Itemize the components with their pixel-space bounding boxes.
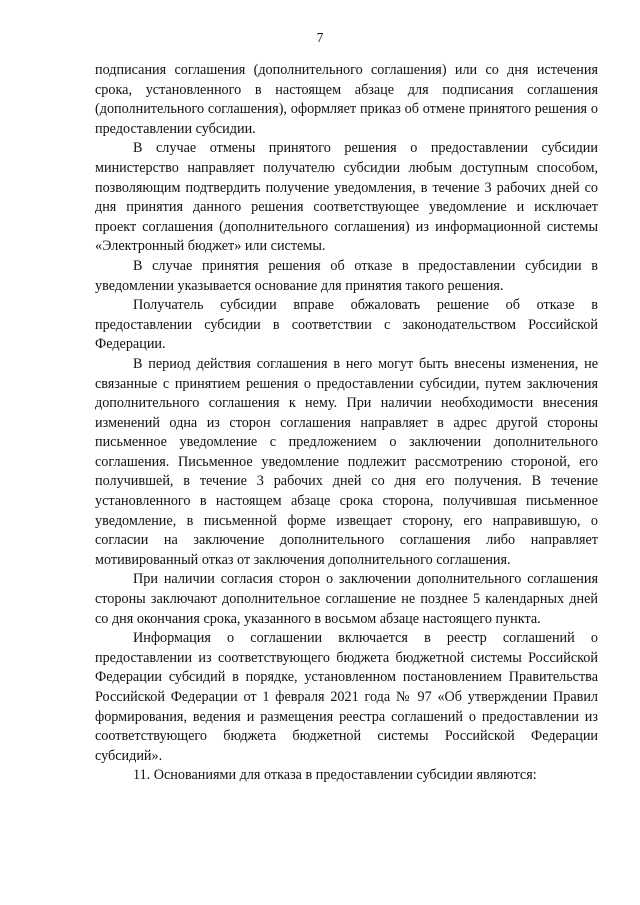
paragraph-refusal-grounds: В случае принятия решения об отказе в предоставлении субсидии в уведомлении указывается основание для принятия такого решения. bbox=[95, 257, 598, 294]
document-body bbox=[95, 61, 598, 786]
paragraph-supplementary-agreement: При наличии согласия сторон о заключении дополнительного соглашения стороны заключают дополнительное соглашение не позднее 5 календарных дней со дня окончания срока, указанного в восьмом абзаце настоящего пункта. bbox=[95, 571, 598, 627]
paragraph-agreement-changes: В период действия соглашения в него могут быть внесены изменения, не связанные с принятием решения о предоставлении субсидии, путем заключения дополнительного соглашения к нему. При наличии необходимости внесения изменений одна из сторон соглашения направляет в адрес другой стороны письменное уведомление с предложением о заключении дополнительного соглашения. Письменное уведомление подлежит рассмотрению стороной, его получившей, в течение 3 рабочих дней со дня его получения. В течение установленного в настоящем абзаце срока сторона, получившая письменное уведомление, в письменной форме извещает сторону, его направившую, о согласии на заключение дополнительного соглашения либо направляет мотивированный отказ от заключения дополнительного соглашения. bbox=[95, 355, 598, 568]
paragraph-appeal-right: Получатель субсидии вправе обжаловать решение об отказе в предоставлении субсидии в соответствии с законодательством Российской Федерации. bbox=[95, 297, 598, 353]
paragraph-agreement-registry: Информация о соглашении включается в реестр соглашений о предоставлении из соответствующего бюджета бюджетной системы Российской Федерации субсидий в порядке, установленном постановлением Правительства Российской Федерации от 1 февраля 2021 года № 97 «Об утверждении Правил формирования, ведения и размещения реестра соглашений о предоставлении из соответствующего бюджета бюджетной системы Российской Федерации субсидий». bbox=[95, 630, 598, 764]
paragraph-continued: подписания соглашения (дополнительного соглашения) или со дня истечения срока, установленного в настоящем абзаце для подписания соглашения (дополнительного соглашения), оформляет приказ об отмене принятого решения о предоставлении субсидии. bbox=[95, 62, 598, 137]
paragraph-cancellation-notice: В случае отмены принятого решения о предоставлении субсидии министерство направляет получателю субсидии любым доступным способом, позволяющим подтвердить получение уведомления, в течение 3 рабочих дней со дня принятия данного решения соответствующее уведомление и исключает проект соглашения (дополнительного соглашения) из информационной системы «Электронный бюджет» или системы. bbox=[95, 140, 598, 255]
paragraph-refusal-bases-heading: 11. Основаниями для отказа в предоставлении субсидии являются: bbox=[133, 767, 537, 784]
page-number: 7 bbox=[316, 30, 324, 45]
